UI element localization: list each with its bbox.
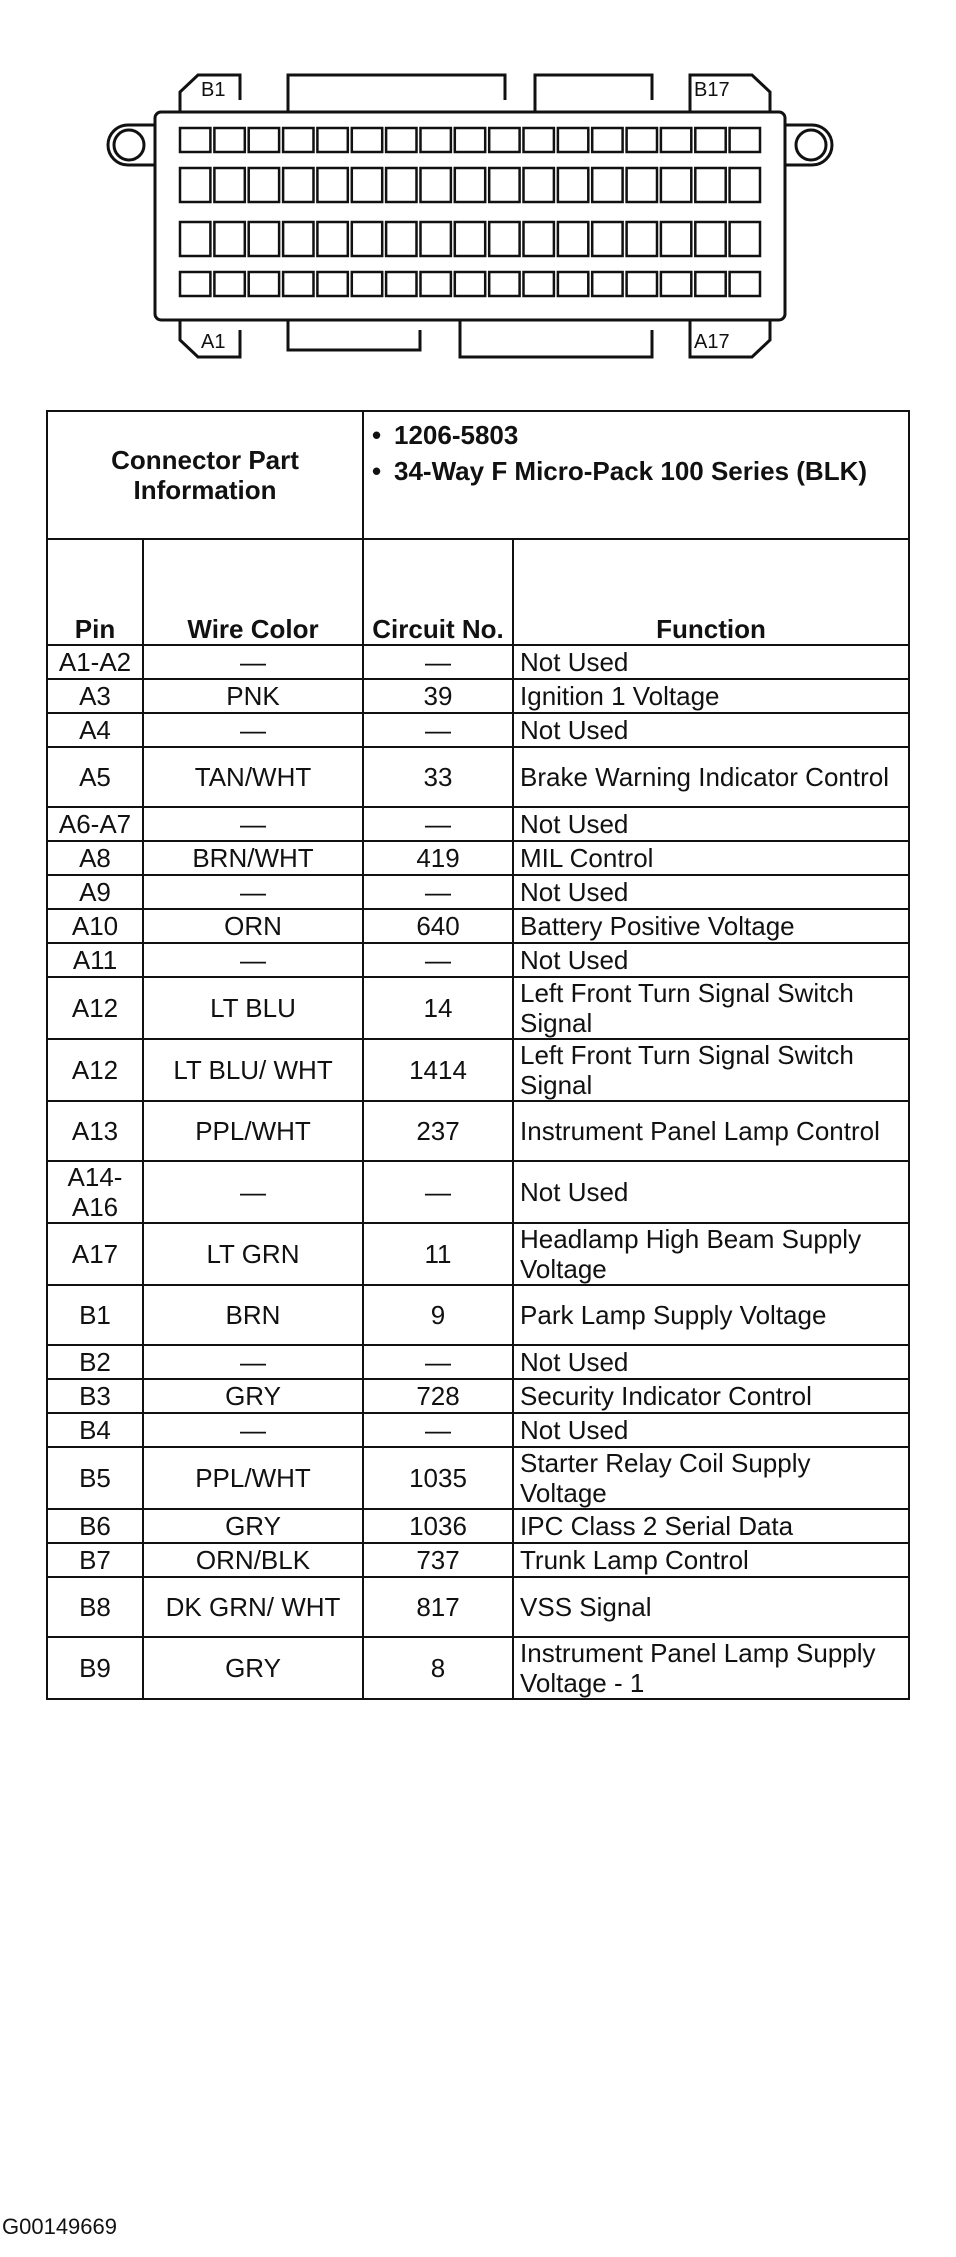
top-center-right-tab	[535, 75, 652, 112]
pin-cavity-a	[214, 272, 244, 296]
pin-cell: B4	[47, 1413, 143, 1447]
pin-cell: A9	[47, 875, 143, 909]
bottom-center-right-tab	[460, 320, 652, 357]
table-row	[47, 1413, 909, 1447]
wire-color-cell: DK GRN/ WHT	[143, 1577, 363, 1637]
pin-cavity-a	[352, 272, 382, 296]
pin-cavity-a	[695, 272, 725, 296]
pinout-table	[46, 410, 910, 1700]
pin-cell: B2	[47, 1345, 143, 1379]
table-row	[47, 1379, 909, 1413]
pin-cavity	[489, 168, 519, 202]
pin-cavity	[249, 168, 279, 202]
circuit-cell: 39	[363, 679, 513, 713]
pin-cell: A13	[47, 1101, 143, 1161]
pin-cavity	[283, 222, 313, 256]
wire-color-cell: TAN/WHT	[143, 747, 363, 807]
pin-cell: B8	[47, 1577, 143, 1637]
pin-cavity-b	[214, 128, 244, 152]
circuit-cell: 33	[363, 747, 513, 807]
pin-cavity	[386, 222, 416, 256]
table-row	[47, 1543, 909, 1577]
table-row	[47, 977, 909, 1039]
pin-cavity	[214, 168, 244, 202]
wire-color-cell: —	[143, 1161, 363, 1223]
wire-color-cell: LT GRN	[143, 1223, 363, 1285]
info-bullet-part: • 1206-5803	[394, 420, 902, 450]
function-cell: Not Used	[513, 807, 909, 841]
pin-cavity-a	[386, 272, 416, 296]
pin-cavity-a	[730, 272, 760, 296]
table-row	[47, 875, 909, 909]
circuit-cell: 419	[363, 841, 513, 875]
wire-color-cell: —	[143, 1345, 363, 1379]
pin-cavity-b	[558, 128, 588, 152]
function-cell: Not Used	[513, 943, 909, 977]
table-row	[47, 679, 909, 713]
function-cell: Left Front Turn Signal Switch Signal	[513, 1039, 909, 1101]
pin-cavity	[695, 168, 725, 202]
function-cell: Not Used	[513, 645, 909, 679]
pin-cavity-a	[489, 272, 519, 296]
circuit-cell: 1036	[363, 1509, 513, 1543]
function-cell: Instrument Panel Lamp Supply Voltage - 1	[513, 1637, 909, 1699]
circuit-cell: 737	[363, 1543, 513, 1577]
label-a17: A17	[694, 331, 730, 353]
wire-color-cell: PPL/WHT	[143, 1101, 363, 1161]
circuit-cell: 1035	[363, 1447, 513, 1509]
table-row	[47, 1223, 909, 1285]
pin-cell: B6	[47, 1509, 143, 1543]
pin-cavity	[661, 168, 691, 202]
info-title: Connector Part Information	[47, 411, 363, 539]
table-row	[47, 1039, 909, 1101]
circuit-cell: 8	[363, 1637, 513, 1699]
wire-color-cell: —	[143, 807, 363, 841]
pin-cavity	[558, 168, 588, 202]
pin-cavity	[317, 168, 347, 202]
function-cell: Brake Warning Indicator Control	[513, 747, 909, 807]
function-cell: Park Lamp Supply Voltage	[513, 1285, 909, 1345]
table-row	[47, 1345, 909, 1379]
pin-cavity-b	[592, 128, 622, 152]
circuit-cell: —	[363, 713, 513, 747]
circuit-cell: —	[363, 1413, 513, 1447]
table-row	[47, 841, 909, 875]
pin-cell: A6-A7	[47, 807, 143, 841]
wire-color-cell: GRY	[143, 1509, 363, 1543]
pin-cavity	[524, 222, 554, 256]
wire-color-cell: GRY	[143, 1637, 363, 1699]
pin-cavity-a	[283, 272, 313, 296]
pin-cell: B5	[47, 1447, 143, 1509]
pin-cavity	[180, 222, 210, 256]
wire-color-cell: LT BLU	[143, 977, 363, 1039]
pin-cavity	[352, 222, 382, 256]
left-mount-hole	[114, 130, 144, 160]
pin-cell: B3	[47, 1379, 143, 1413]
wire-color-cell: —	[143, 713, 363, 747]
pin-cavity	[730, 222, 760, 256]
wire-color-cell: —	[143, 943, 363, 977]
pin-cavity-b	[730, 128, 760, 152]
pin-cavity	[283, 168, 313, 202]
table-row	[47, 1161, 909, 1223]
function-cell: IPC Class 2 Serial Data	[513, 1509, 909, 1543]
pin-cavity-b	[661, 128, 691, 152]
info-row	[47, 411, 909, 539]
pin-cavity	[386, 168, 416, 202]
function-cell: Starter Relay Coil Supply Voltage	[513, 1447, 909, 1509]
pin-cavity	[695, 222, 725, 256]
circuit-cell: 728	[363, 1379, 513, 1413]
right-mount-hole	[796, 130, 826, 160]
pin-cavity	[558, 222, 588, 256]
circuit-cell: 237	[363, 1101, 513, 1161]
figure-id: G00149669	[2, 2214, 117, 2239]
circuit-cell: —	[363, 875, 513, 909]
function-cell: Headlamp High Beam Supply Voltage	[513, 1223, 909, 1285]
pin-cavity	[489, 222, 519, 256]
pin-cell: B1	[47, 1285, 143, 1345]
pin-cavity-b	[352, 128, 382, 152]
col-circuit-no: Circuit No.	[363, 539, 513, 645]
pin-cell: A12	[47, 977, 143, 1039]
function-cell: Left Front Turn Signal Switch Signal	[513, 977, 909, 1039]
table-row	[47, 747, 909, 807]
wire-color-cell: ORN/BLK	[143, 1543, 363, 1577]
pin-cavity-b	[489, 128, 519, 152]
table-row	[47, 1101, 909, 1161]
pin-cavity-b	[627, 128, 657, 152]
circuit-cell: 9	[363, 1285, 513, 1345]
pin-cavity	[592, 168, 622, 202]
pin-cavity	[455, 168, 485, 202]
pin-cavity	[661, 222, 691, 256]
circuit-cell: 11	[363, 1223, 513, 1285]
pin-cell: A5	[47, 747, 143, 807]
table-row	[47, 1509, 909, 1543]
pin-cavity-a	[180, 272, 210, 296]
pin-cavity-b	[455, 128, 485, 152]
function-cell: Security Indicator Control	[513, 1379, 909, 1413]
wire-color-cell: GRY	[143, 1379, 363, 1413]
function-cell: Not Used	[513, 1161, 909, 1223]
pin-cavity-b	[386, 128, 416, 152]
pin-cavity	[214, 222, 244, 256]
table-row	[47, 713, 909, 747]
function-cell: Instrument Panel Lamp Control	[513, 1101, 909, 1161]
pin-cavity	[180, 168, 210, 202]
pin-cavity-b	[421, 128, 451, 152]
pin-cell: A12	[47, 1039, 143, 1101]
col-wire-color: Wire Color	[143, 539, 363, 645]
pin-cell: A14- A16	[47, 1161, 143, 1223]
circuit-cell: 640	[363, 909, 513, 943]
function-cell: Trunk Lamp Control	[513, 1543, 909, 1577]
pin-cavity-b	[180, 128, 210, 152]
info-bullet-description: • 34-Way F Micro-Pack 100 Series (BLK)	[394, 456, 902, 486]
circuit-cell: —	[363, 943, 513, 977]
function-cell: MIL Control	[513, 841, 909, 875]
pin-cavity-a	[317, 272, 347, 296]
pin-cavity	[730, 168, 760, 202]
circuit-cell: —	[363, 1345, 513, 1379]
wire-color-cell: PPL/WHT	[143, 1447, 363, 1509]
label-a1: A1	[201, 331, 226, 353]
connector-diagram	[0, 0, 956, 380]
pin-cell: A1-A2	[47, 645, 143, 679]
table-row	[47, 943, 909, 977]
pin-cell: A11	[47, 943, 143, 977]
label-b17: B17	[694, 79, 730, 101]
function-cell: Not Used	[513, 875, 909, 909]
pin-cavity	[627, 222, 657, 256]
pin-cavity	[455, 222, 485, 256]
wire-color-cell: ORN	[143, 909, 363, 943]
pin-cavity	[421, 168, 451, 202]
function-cell: Not Used	[513, 713, 909, 747]
pin-cavity-b	[283, 128, 313, 152]
table-row	[47, 645, 909, 679]
pin-cavity-a	[421, 272, 451, 296]
circuit-cell: —	[363, 807, 513, 841]
function-cell: VSS Signal	[513, 1577, 909, 1637]
pin-cavity-a	[661, 272, 691, 296]
wire-color-cell: BRN	[143, 1285, 363, 1345]
pin-cell: A3	[47, 679, 143, 713]
circuit-cell: 14	[363, 977, 513, 1039]
pin-cavity-a	[249, 272, 279, 296]
circuit-cell: 817	[363, 1577, 513, 1637]
pin-cavity	[421, 222, 451, 256]
wire-color-cell: LT BLU/ WHT	[143, 1039, 363, 1101]
circuit-cell: 1414	[363, 1039, 513, 1101]
column-header-row	[47, 539, 909, 645]
table-row	[47, 909, 909, 943]
pin-cell: A10	[47, 909, 143, 943]
info-bullets	[363, 411, 909, 539]
pin-cavity	[592, 222, 622, 256]
pin-cavity-a	[455, 272, 485, 296]
wire-color-cell: BRN/WHT	[143, 841, 363, 875]
pin-cavity-a	[627, 272, 657, 296]
circuit-cell: —	[363, 1161, 513, 1223]
pin-cell: B9	[47, 1637, 143, 1699]
table-row	[47, 807, 909, 841]
function-cell: Ignition 1 Voltage	[513, 679, 909, 713]
pin-cavity-b	[524, 128, 554, 152]
function-cell: Not Used	[513, 1345, 909, 1379]
label-b1: B1	[201, 79, 226, 101]
pin-cavity	[352, 168, 382, 202]
pin-cavity-a	[558, 272, 588, 296]
pin-cell: B7	[47, 1543, 143, 1577]
table-row	[47, 1285, 909, 1345]
pin-cavity	[317, 222, 347, 256]
col-function: Function	[513, 539, 909, 645]
pin-cavity	[249, 222, 279, 256]
pin-cavity	[627, 168, 657, 202]
table-row	[47, 1447, 909, 1509]
function-cell: Not Used	[513, 1413, 909, 1447]
wire-color-cell: PNK	[143, 679, 363, 713]
pin-cavity-b	[317, 128, 347, 152]
pin-cavity	[524, 168, 554, 202]
pin-cavity-b	[249, 128, 279, 152]
pin-cell: A17	[47, 1223, 143, 1285]
col-pin: Pin	[47, 539, 143, 645]
table-row	[47, 1577, 909, 1637]
bottom-center-tab	[288, 320, 420, 350]
function-cell: Battery Positive Voltage	[513, 909, 909, 943]
pin-cell: A4	[47, 713, 143, 747]
top-center-tab	[288, 75, 505, 112]
pin-cavity-b	[695, 128, 725, 152]
pin-cell: A8	[47, 841, 143, 875]
wire-color-cell: —	[143, 1413, 363, 1447]
pin-cavity-a	[524, 272, 554, 296]
wire-color-cell: —	[143, 875, 363, 909]
table-row	[47, 1637, 909, 1699]
pin-cavity-a	[592, 272, 622, 296]
circuit-cell: —	[363, 645, 513, 679]
wire-color-cell: —	[143, 645, 363, 679]
